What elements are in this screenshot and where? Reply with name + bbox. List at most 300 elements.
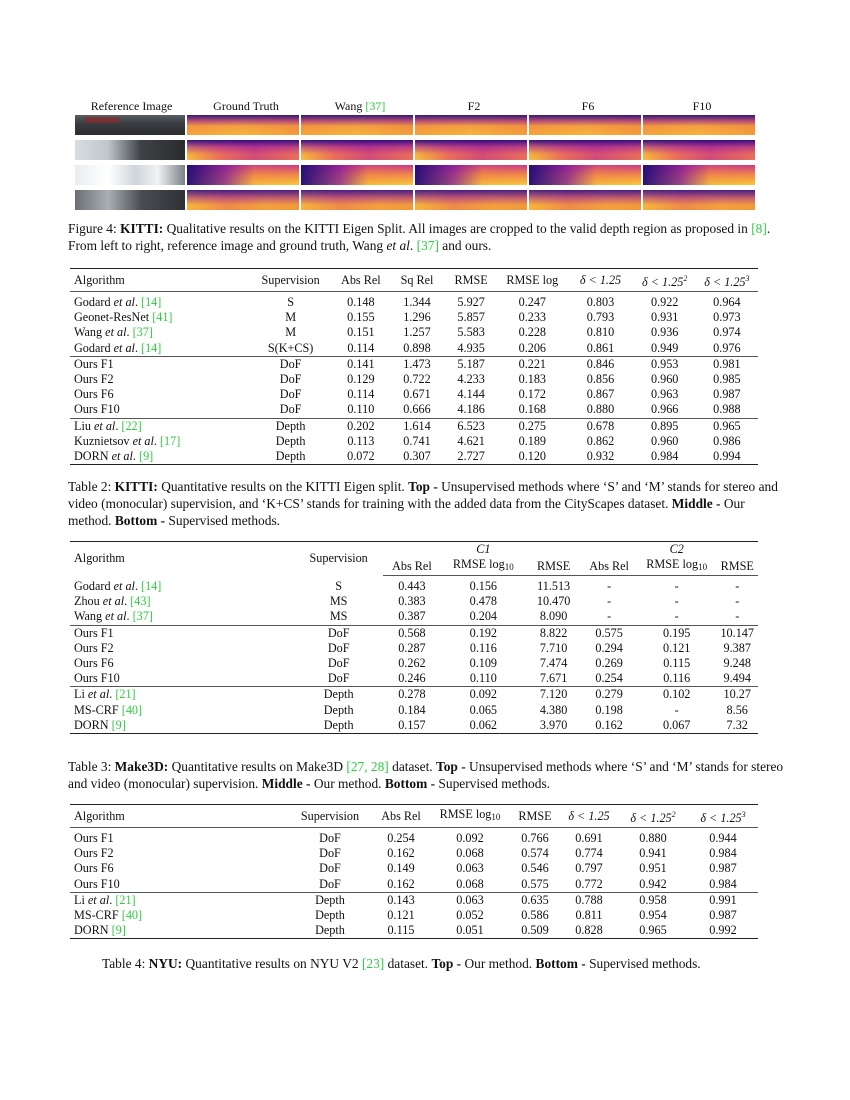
value-cell: 1.473 <box>389 356 445 372</box>
value-cell: 0.279 <box>581 687 637 703</box>
value-cell: 0.109 <box>469 656 498 671</box>
value-cell: 0.964 <box>713 295 741 310</box>
algorithm-cell: Ours F10 <box>74 671 120 686</box>
ground-truth-depth-2 <box>187 140 299 160</box>
value-cell: 0.129 <box>347 372 375 387</box>
algorithm-cell: Ours F1 <box>70 625 294 641</box>
supervision-cell: Depth <box>288 892 372 908</box>
supervision-cell: DoF <box>327 640 350 655</box>
value-cell: 0.954 <box>639 908 667 923</box>
value-cell: 0.963 <box>650 387 679 402</box>
value-cell: 0.287 <box>398 640 426 655</box>
value-cell: 0.254 <box>595 671 623 686</box>
value-cell: 11.513 <box>537 579 571 594</box>
value-cell: - <box>735 594 740 609</box>
table-2-caption: Table 2: KITTI: Quantitative results on the KITTI Eigen split. Top - Unsupervised methods where ‘S’ and ‘M’ stands for stereo and video (monocular) supervision, and ‘K+CS’ stands for training with the added data from the CityScapes dataset. Middle - Our method. Bottom - Supervised methods. <box>68 479 778 528</box>
value-cell: 0.974 <box>713 325 741 340</box>
value-cell: 0.443 <box>398 579 426 594</box>
supervision-cell: S(K+CS) <box>267 340 314 355</box>
citation-link[interactable]: [37] <box>132 325 153 340</box>
algorithm-cell: Ours F10 <box>74 876 120 891</box>
value-cell: 0.766 <box>521 831 549 846</box>
value-cell: 0.067 <box>637 718 717 734</box>
value-cell: 0.861 <box>586 340 615 355</box>
value-cell: 0.121 <box>662 640 691 655</box>
value-cell: 0.183 <box>518 372 547 387</box>
value-cell: 0.944 <box>709 831 737 846</box>
value-cell: 9.494 <box>723 671 751 686</box>
algorithm-cell: Wang et al. [37] <box>74 325 153 340</box>
value-cell: 0.189 <box>518 433 547 448</box>
reference-image-4 <box>75 190 185 210</box>
value-cell: 0.228 <box>518 325 547 340</box>
value-cell: 0.051 <box>430 923 510 939</box>
value-cell: 0.233 <box>518 310 547 325</box>
ground-truth-depth-3 <box>187 165 299 185</box>
ground-truth-depth-1 <box>187 115 299 135</box>
value-cell: 0.984 <box>709 846 737 861</box>
value-cell: 0.987 <box>713 387 741 402</box>
value-cell: 0.065 <box>469 702 498 717</box>
value-cell: 0.269 <box>595 656 623 671</box>
value-cell: 0.586 <box>521 908 549 923</box>
supervision-cell: DoF <box>327 671 350 686</box>
value-cell: 0.063 <box>456 861 484 876</box>
value-cell: 5.187 <box>445 356 497 372</box>
col-header-wang: Wang [37] <box>334 99 386 113</box>
citation-link[interactable]: [21] <box>115 687 136 702</box>
table-body <box>70 828 758 939</box>
table-row <box>70 718 758 734</box>
supervision-cell: Depth <box>275 433 306 448</box>
algorithm-cell: Godard et al. [14] <box>74 295 162 310</box>
value-cell: 0.994 <box>696 449 758 465</box>
algorithm-cell: MS-CRF [40] <box>74 908 143 923</box>
table-row <box>70 402 758 418</box>
algorithm-cell: Li et al. [21] <box>70 892 288 908</box>
value-cell: 0.965 <box>696 418 758 434</box>
citation-link[interactable]: [8] <box>751 221 767 236</box>
supervision-cell: DoF <box>327 656 350 671</box>
value-cell: 0.922 <box>650 295 679 310</box>
ground-truth-depth-4 <box>187 190 299 210</box>
table-group-header-row: Algorithm Supervision C1 C2 <box>70 542 758 558</box>
algorithm-cell: Kuznietsov et al. [17] <box>74 433 181 448</box>
value-cell: 0.862 <box>586 433 615 448</box>
wang-depth-3 <box>301 165 413 185</box>
figure-4-caption: Figure 4: KITTI: Qualitative results on the KITTI Eigen Split. All images are cropped to the valid depth region as proposed in [8]. From left to right, reference image and ground truth, Wang et al. [37] and ours. <box>68 221 771 253</box>
value-cell: 0.992 <box>688 923 758 939</box>
value-cell: 0.774 <box>575 846 603 861</box>
value-cell: 7.671 <box>539 671 568 686</box>
value-cell: 0.984 <box>709 876 737 891</box>
value-cell: 0.063 <box>430 892 510 908</box>
value-cell: 0.951 <box>639 861 667 876</box>
supervision-cell: DoF <box>279 372 302 387</box>
value-cell: 0.307 <box>389 449 445 465</box>
f6-depth-1 <box>529 115 641 135</box>
supervision-cell: S <box>335 578 343 593</box>
citation-link[interactable]: [21] <box>115 892 136 907</box>
table-row <box>70 671 758 687</box>
table-row <box>70 687 758 703</box>
value-cell: 0.148 <box>347 295 375 310</box>
value-cell: 0.149 <box>387 861 415 876</box>
wang-depth-2 <box>301 140 413 160</box>
supervision-cell: Depth <box>249 418 333 434</box>
value-cell: 0.575 <box>521 876 549 891</box>
table-row <box>70 576 758 595</box>
value-cell: 0.880 <box>639 831 667 846</box>
table-row <box>70 828 758 847</box>
citation-link[interactable]: [14] <box>141 295 162 310</box>
f6-depth-4 <box>529 190 641 210</box>
value-cell: 0.157 <box>383 718 441 734</box>
value-cell: 0.110 <box>469 671 497 686</box>
value-cell: 0.192 <box>441 625 526 641</box>
f2-depth-3 <box>415 165 527 185</box>
table-row <box>70 325 758 340</box>
value-cell: 4.186 <box>457 402 485 417</box>
col-header-f10: F10 <box>692 99 712 113</box>
value-cell: 5.927 <box>457 295 485 310</box>
table-row <box>70 656 758 671</box>
algorithm-cell: Ours F2 <box>74 846 114 861</box>
value-cell: - <box>607 579 612 594</box>
value-cell: 0.062 <box>441 718 526 734</box>
value-cell: - <box>735 579 740 594</box>
value-cell: 7.120 <box>526 687 581 703</box>
value-cell: 6.523 <box>445 418 497 434</box>
value-cell: 0.275 <box>497 418 567 434</box>
citation-link[interactable]: [37] <box>416 238 439 253</box>
value-cell: 0.966 <box>650 402 679 417</box>
table-3-make3d <box>70 541 758 734</box>
value-cell: 0.546 <box>521 861 549 876</box>
value-cell: 0.254 <box>387 831 415 846</box>
value-cell: 8.822 <box>526 625 581 641</box>
value-cell: 0.976 <box>713 340 741 355</box>
value-cell: - <box>674 579 679 594</box>
value-cell: 0.666 <box>403 402 431 417</box>
value-cell: 0.973 <box>713 310 741 325</box>
reference-image-3 <box>75 165 185 185</box>
value-cell: 0.162 <box>581 718 637 734</box>
value-cell: 0.113 <box>347 433 375 448</box>
value-cell: 0.156 <box>469 579 498 594</box>
value-cell: 2.727 <box>445 449 497 465</box>
supervision-cell: DoF <box>279 387 302 402</box>
value-cell: 0.143 <box>372 892 430 908</box>
algorithm-cell: Ours F6 <box>74 387 114 402</box>
algorithm-cell: DORN et al. [9] <box>70 449 249 465</box>
value-cell: 0.635 <box>510 892 560 908</box>
reference-image-2 <box>75 140 185 160</box>
value-cell: 0.678 <box>567 418 633 434</box>
col-header-f2: F2 <box>467 99 481 113</box>
value-cell: 7.32 <box>716 718 758 734</box>
supervision-cell: Depth <box>294 687 383 703</box>
value-cell: 0.204 <box>469 609 498 624</box>
value-cell: 0.072 <box>333 449 389 465</box>
reference-image-1 <box>75 115 185 135</box>
value-cell: 0.114 <box>347 387 375 402</box>
value-cell: 0.960 <box>650 433 679 448</box>
table-row <box>70 609 758 625</box>
f10-depth-4 <box>643 190 755 210</box>
citation-link[interactable]: [17] <box>159 433 181 448</box>
algorithm-cell: Godard et al. [14] <box>74 578 162 593</box>
value-cell: - <box>735 609 740 624</box>
value-cell: 0.987 <box>709 861 737 876</box>
value-cell: 9.387 <box>723 640 751 655</box>
value-cell: 0.810 <box>586 325 615 340</box>
algorithm-cell: Liu et al. [22] <box>70 418 249 434</box>
table-row <box>70 341 758 357</box>
value-cell: 0.162 <box>387 876 415 891</box>
value-cell: 0.811 <box>575 908 603 923</box>
table-header-row: Algorithm Supervision Abs Rel Sq Rel RMSE RMSE log δ < 1.25 $\delta < 1.25^2$ $\delta < 1.25^3$ <box>70 269 758 292</box>
table-row <box>70 418 758 434</box>
value-cell: 0.828 <box>560 923 618 939</box>
value-cell: 9.248 <box>723 656 751 671</box>
value-cell: 0.936 <box>650 325 679 340</box>
value-cell: 0.991 <box>688 892 758 908</box>
figure-image-grid <box>75 115 755 210</box>
value-cell: 4.144 <box>457 387 485 402</box>
value-cell: 10.27 <box>716 687 758 703</box>
value-cell: 1.257 <box>403 325 431 340</box>
table-body <box>70 292 758 465</box>
f2-depth-4 <box>415 190 527 210</box>
value-cell: 8.090 <box>539 609 568 624</box>
value-cell: 8.56 <box>726 702 748 717</box>
table-row <box>70 703 758 718</box>
value-cell: 0.949 <box>650 340 679 355</box>
value-cell: 0.803 <box>586 295 615 310</box>
citation-link[interactable]: [9] <box>111 717 126 732</box>
algorithm-cell: DORN [9] <box>70 718 294 734</box>
supervision-cell: M <box>285 325 297 340</box>
value-cell: 0.988 <box>713 402 741 417</box>
value-cell: - <box>674 594 679 609</box>
table-row <box>70 292 758 311</box>
value-cell: 0.568 <box>383 625 441 641</box>
value-cell: 0.383 <box>398 594 426 609</box>
value-cell: 0.509 <box>510 923 560 939</box>
value-cell: 0.986 <box>713 433 741 448</box>
f10-depth-3 <box>643 165 755 185</box>
value-cell: 0.722 <box>403 372 431 387</box>
supervision-cell: DoF <box>319 861 341 876</box>
value-cell: 0.793 <box>586 310 615 325</box>
supervision-cell: M <box>285 310 297 325</box>
algorithm-cell: Ours F1 <box>74 831 114 846</box>
value-cell: 0.880 <box>586 402 615 417</box>
citation-link[interactable]: [27, 28] <box>346 759 389 774</box>
table-row <box>70 846 758 861</box>
value-cell: 10.470 <box>536 594 571 609</box>
value-cell: 0.958 <box>618 892 688 908</box>
table-header-row: Abs Rel RMSE $\log_{10}$ RMSE Abs Rel RMSE $\log_{10}$ RMSE <box>70 557 758 576</box>
citation-link[interactable]: [14] <box>141 578 162 593</box>
supervision-cell: MS <box>329 594 348 609</box>
value-cell: 0.575 <box>581 625 637 641</box>
table-row <box>70 908 758 923</box>
value-cell: 4.380 <box>539 702 568 717</box>
value-cell: 0.168 <box>518 402 547 417</box>
value-cell: 0.898 <box>403 340 431 355</box>
value-cell: 0.856 <box>586 372 615 387</box>
value-cell: 4.233 <box>457 372 485 387</box>
table-row <box>70 449 758 465</box>
value-cell: 0.941 <box>639 846 667 861</box>
value-cell: 0.278 <box>383 687 441 703</box>
supervision-cell: DoF <box>279 402 302 417</box>
value-cell: 0.155 <box>347 310 375 325</box>
figure-column-headers <box>75 99 755 115</box>
algorithm-cell: Ours F2 <box>74 640 114 655</box>
algorithm-cell: Ours F1 <box>70 356 249 372</box>
value-cell: 0.981 <box>696 356 758 372</box>
algorithm-cell: Godard et al. [14] <box>74 340 162 355</box>
value-cell: 0.115 <box>372 923 430 939</box>
algorithm-cell: Wang et al. [37] <box>74 609 153 624</box>
f2-depth-1 <box>415 115 527 135</box>
value-cell: 0.052 <box>456 908 484 923</box>
value-cell: 0.221 <box>497 356 567 372</box>
algorithm-cell: Geonet-ResNet [41] <box>74 310 173 325</box>
value-cell: 0.206 <box>518 340 547 355</box>
table-row <box>70 310 758 325</box>
value-cell: 0.478 <box>469 594 498 609</box>
value-cell: 0.797 <box>575 861 603 876</box>
algorithm-cell: Li et al. [21] <box>70 687 294 703</box>
value-cell: 0.102 <box>637 687 717 703</box>
value-cell: 0.172 <box>518 387 547 402</box>
value-cell: 1.296 <box>403 310 431 325</box>
table-row <box>70 372 758 387</box>
value-cell: 10.147 <box>716 625 758 641</box>
value-cell: 0.121 <box>387 908 415 923</box>
value-cell: 0.294 <box>595 640 623 655</box>
value-cell: 0.115 <box>663 656 691 671</box>
value-cell: 0.867 <box>586 387 615 402</box>
f10-depth-1 <box>643 115 755 135</box>
supervision-cell: Depth <box>294 718 383 734</box>
col-header-ground-truth: Ground Truth <box>213 99 279 113</box>
value-cell: 0.846 <box>567 356 633 372</box>
supervision-cell: Depth <box>288 923 372 939</box>
value-cell: 0.985 <box>713 372 741 387</box>
supervision-cell: Depth <box>315 908 345 923</box>
value-cell: 0.247 <box>518 295 547 310</box>
f6-depth-2 <box>529 140 641 160</box>
f2-depth-2 <box>415 140 527 160</box>
value-cell: 0.202 <box>333 418 389 434</box>
value-cell: 0.895 <box>634 418 696 434</box>
algorithm-cell: Ours F6 <box>74 656 114 671</box>
supervision-cell: DoF <box>319 846 341 861</box>
citation-link[interactable]: [9] <box>111 923 126 938</box>
table-3-caption: Table 3: Make3D: Quantitative results on Make3D [27, 28] dataset. Top - Unsupervised methods where ‘S’ and ‘M’ stands for stereo and video (monocular) supervision. Middle - Our method. Bottom - Supervised methods. <box>68 759 784 791</box>
f10-depth-2 <box>643 140 755 160</box>
value-cell: 0.671 <box>403 387 431 402</box>
value-cell: 0.931 <box>650 310 679 325</box>
algorithm-cell: Ours F2 <box>74 372 114 387</box>
citation-link[interactable]: [41] <box>152 310 173 325</box>
table-row <box>70 387 758 402</box>
value-cell: 0.574 <box>521 846 549 861</box>
table-body <box>70 576 758 734</box>
supervision-cell: DoF <box>294 625 383 641</box>
citation-link[interactable]: [43] <box>130 594 151 609</box>
value-cell: 0.246 <box>398 671 426 686</box>
value-cell: 7.710 <box>539 640 568 655</box>
value-cell: 3.970 <box>526 718 581 734</box>
citation-link[interactable]: [14] <box>141 340 162 355</box>
value-cell: 0.932 <box>567 449 633 465</box>
value-cell: 0.114 <box>347 340 375 355</box>
value-cell: 0.092 <box>441 687 526 703</box>
value-cell: 0.953 <box>634 356 696 372</box>
citation-link[interactable]: [9] <box>139 448 154 463</box>
value-cell: 0.068 <box>456 846 484 861</box>
table-row <box>70 641 758 656</box>
figure-4 <box>75 99 755 210</box>
table-2-kitti <box>70 268 758 465</box>
supervision-cell: Depth <box>249 449 333 465</box>
citation-link[interactable]: [23] <box>361 956 385 971</box>
value-cell: 0.691 <box>575 831 603 846</box>
supervision-cell: S <box>287 295 295 310</box>
citation-link[interactable]: [37] <box>132 609 153 624</box>
citation-link[interactable]: [22] <box>121 418 142 433</box>
col-header-f6: F6 <box>581 99 595 113</box>
table-header-row: Algorithm Supervision Abs Rel RMSE $\log_{10}$ RMSE δ < 1.25 $\delta < 1.25^2$ $\delta < 1.25^3$ <box>70 805 758 828</box>
table-row <box>70 625 758 641</box>
table-row <box>70 892 758 908</box>
value-cell: 0.965 <box>618 923 688 939</box>
table-4-nyu <box>70 804 758 939</box>
value-cell: 0.184 <box>398 702 426 717</box>
citation-link[interactable]: [37] <box>365 99 386 113</box>
supervision-cell: DoF <box>249 356 333 372</box>
value-cell: 5.583 <box>457 325 485 340</box>
value-cell: 0.788 <box>560 892 618 908</box>
table-row <box>70 861 758 876</box>
value-cell: 0.110 <box>347 402 375 417</box>
table-row <box>70 434 758 449</box>
value-cell: 0.116 <box>469 640 497 655</box>
table-row <box>70 594 758 609</box>
value-cell: 0.960 <box>650 372 679 387</box>
value-cell: 0.387 <box>398 609 426 624</box>
value-cell: 1.344 <box>403 295 431 310</box>
citation-link[interactable]: [40] <box>121 908 143 923</box>
value-cell: 0.151 <box>347 325 375 340</box>
algorithm-cell: DORN [9] <box>70 923 288 939</box>
table-4-caption: Table 4: NYU: Quantitative results on NYU V2 [23] dataset. Top - Our method. Bottom - Supervised methods. <box>102 956 701 971</box>
value-cell: 5.857 <box>457 310 485 325</box>
algorithm-cell: Ours F6 <box>74 861 114 876</box>
value-cell: 0.987 <box>709 908 737 923</box>
value-cell: 4.935 <box>457 340 485 355</box>
value-cell: 0.942 <box>639 876 667 891</box>
supervision-cell: DoF <box>319 831 341 846</box>
citation-link[interactable]: [40] <box>121 702 143 717</box>
supervision-cell: DoF <box>319 876 341 891</box>
